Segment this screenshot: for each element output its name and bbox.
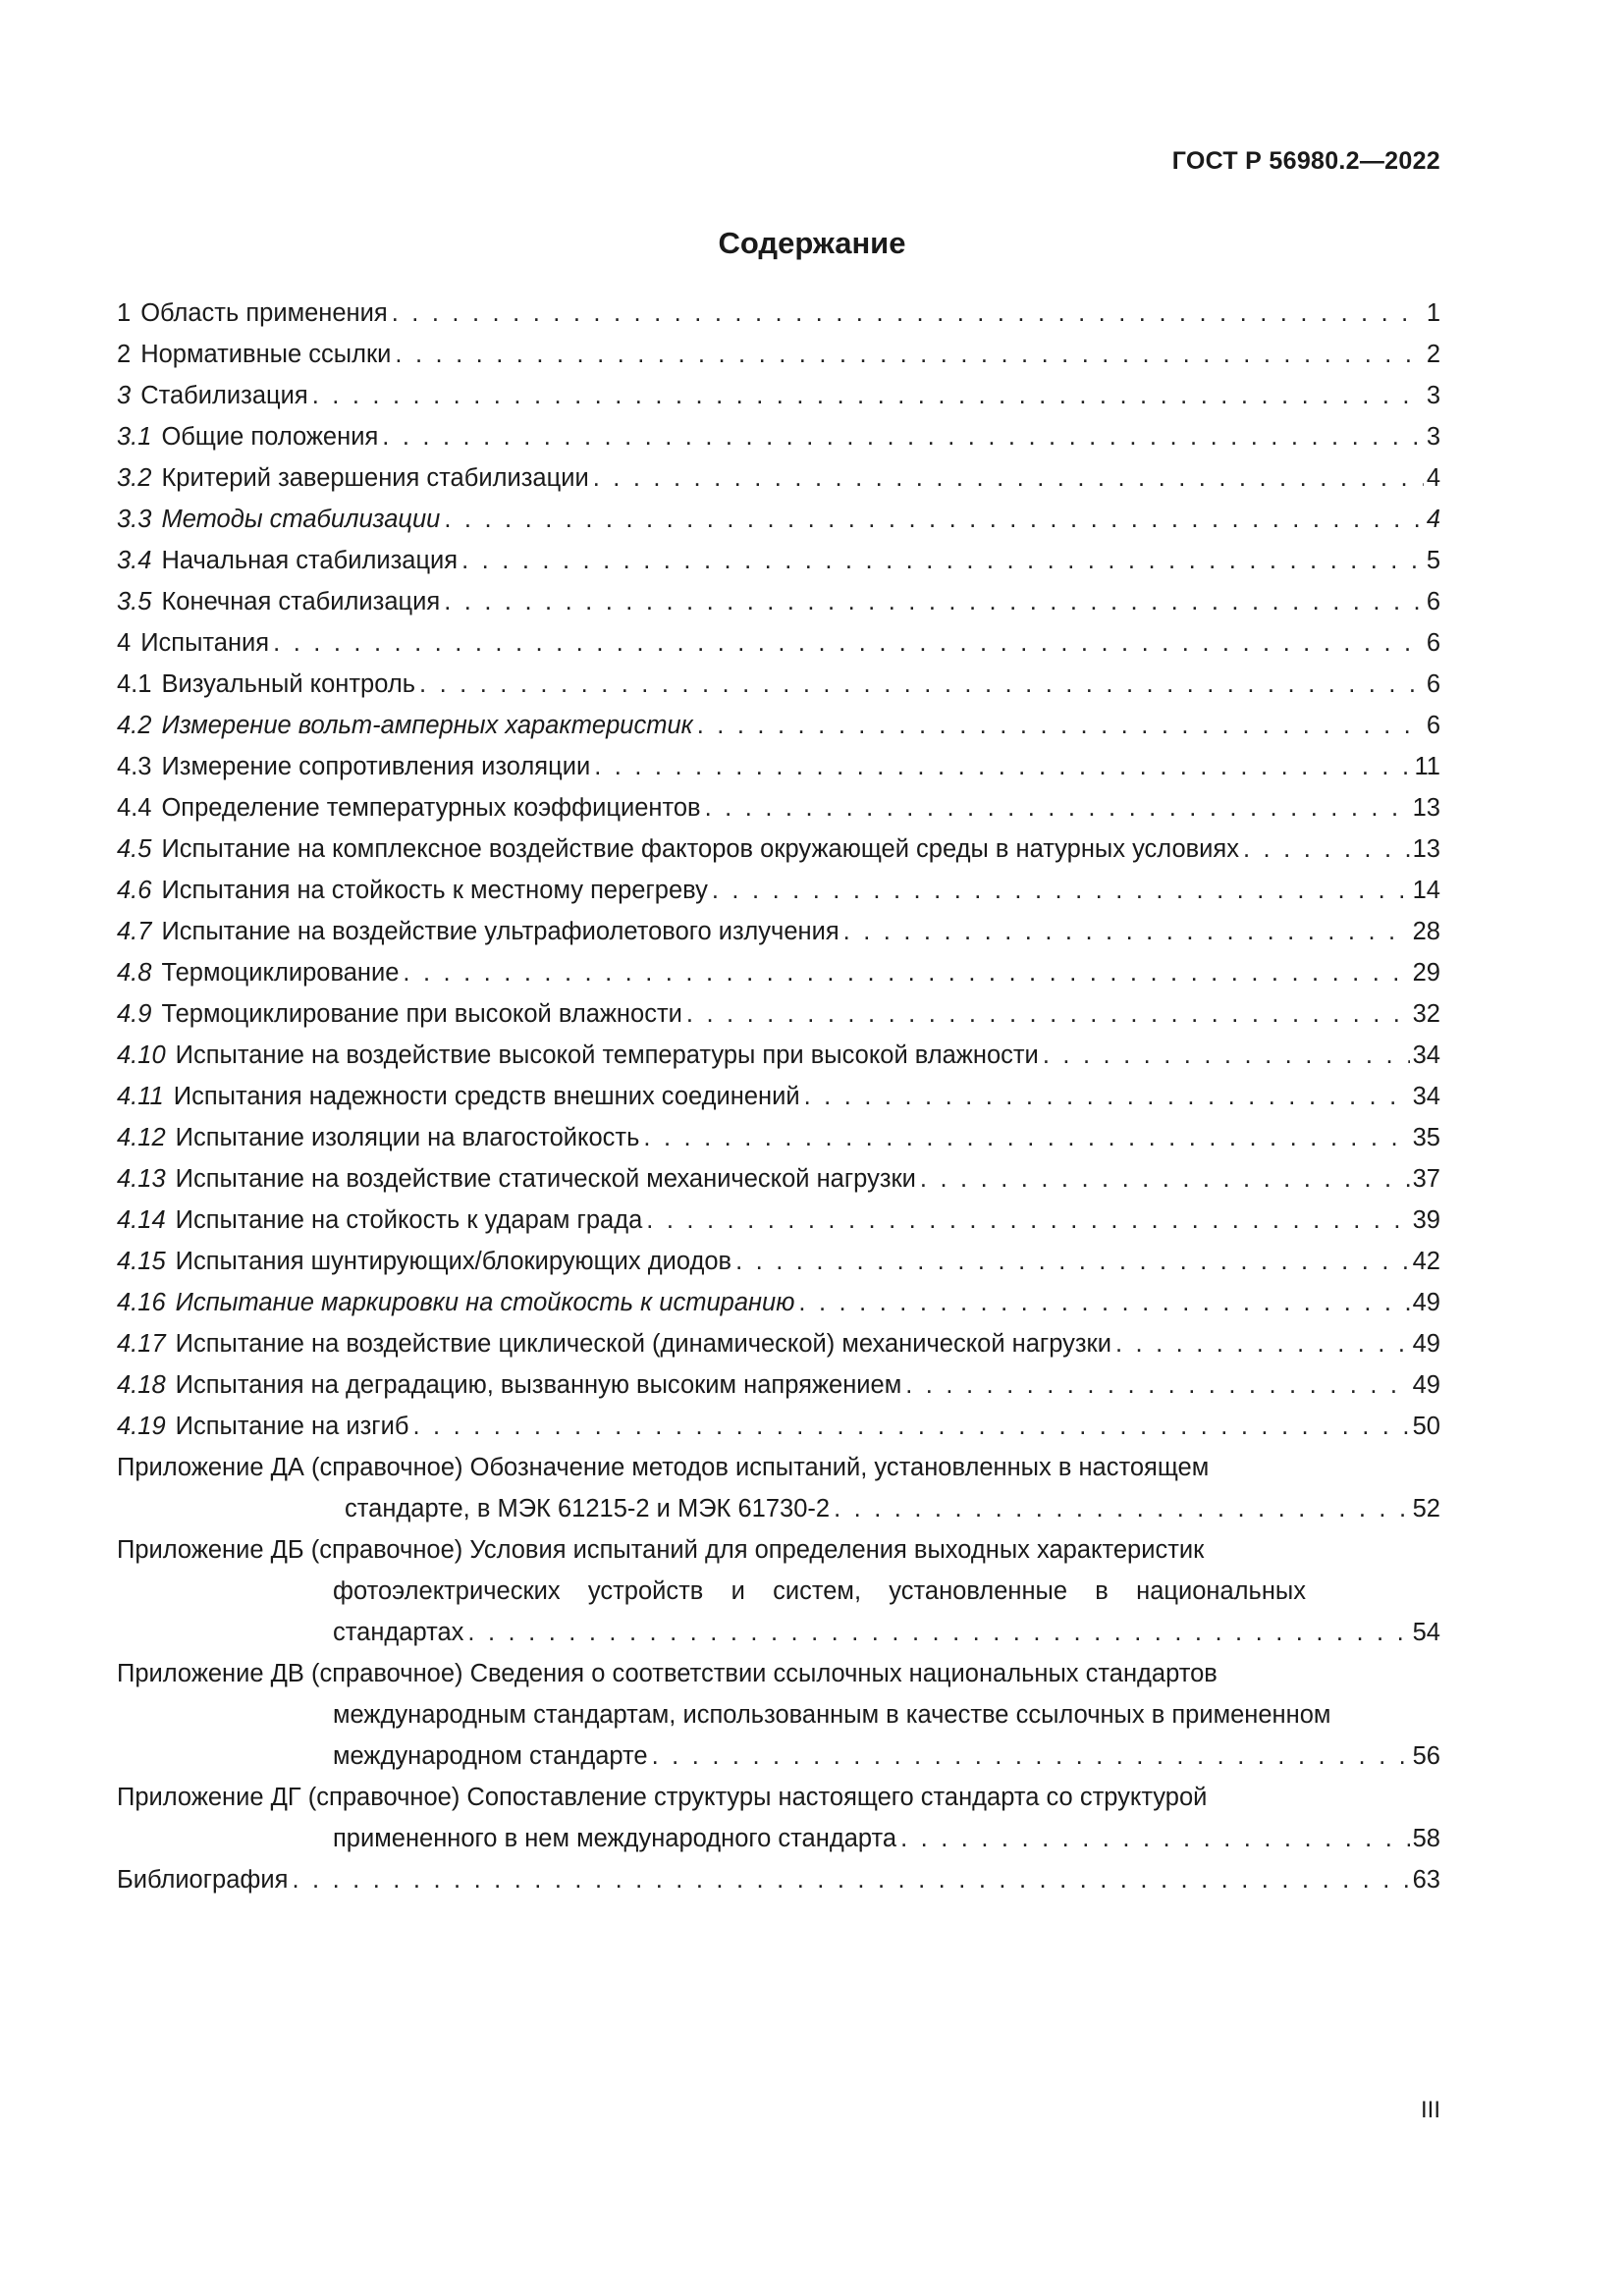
toc-entry-text: Критерий завершения стабилизации [161, 464, 589, 492]
toc-entry-bibliography[interactable] [117, 1859, 1440, 1900]
dot-leader [900, 1818, 1410, 1859]
toc-entry-number: 3 [117, 382, 132, 409]
toc-entry[interactable] [117, 499, 1440, 540]
toc-entry-text: Испытания на деградацию, вызванную высоким напряжением [175, 1371, 902, 1399]
toc-entry-text: Испытание на воздействие ультрафиолетового излучения [161, 918, 839, 945]
toc-annex-entry[interactable] [117, 1529, 1440, 1653]
toc-entry[interactable] [117, 911, 1440, 952]
toc-entry-text: Испытания [140, 629, 270, 657]
toc-entry[interactable] [117, 870, 1440, 911]
toc-entry-page: 3 [1426, 382, 1440, 409]
toc-entry-page: 54 [1412, 1619, 1440, 1646]
toc-entry-page: 50 [1412, 1413, 1440, 1440]
toc-annexes [117, 1447, 1440, 1859]
dot-leader [461, 540, 1424, 581]
toc-entry[interactable] [117, 746, 1440, 787]
toc-entry-text: Испытания шунтирующих/блокирующих диодов [175, 1248, 732, 1275]
toc-entry-number: 3.4 [117, 547, 152, 574]
dot-leader [273, 622, 1424, 664]
toc-entry-number: 1 [117, 299, 132, 327]
toc-entry-text: Испытание на комплексное воздействие факторов окружающей среды в натурных условиях [161, 835, 1239, 863]
toc-entry-text: Библиография [117, 1866, 289, 1894]
toc-entry-page: 39 [1412, 1206, 1440, 1234]
toc-entry[interactable] [117, 581, 1440, 622]
toc-entry-number: 4.11 [117, 1083, 164, 1110]
toc-entry-number: 4.3 [117, 753, 152, 780]
toc-entry-page: 1 [1426, 299, 1440, 327]
toc-entry-page: 6 [1426, 712, 1440, 739]
toc-entry-page: 32 [1412, 1000, 1440, 1028]
toc-entry-page: 4 [1426, 464, 1440, 492]
dot-leader [697, 705, 1424, 746]
toc-entry-page: 4 [1426, 506, 1440, 533]
toc-entry-page: 6 [1426, 629, 1440, 657]
toc-entry-page: 34 [1412, 1041, 1440, 1069]
toc-entry-number: 4.4 [117, 794, 152, 822]
toc-entry[interactable] [117, 828, 1440, 870]
toc-entry-page: 2 [1426, 341, 1440, 368]
toc-entry[interactable] [117, 952, 1440, 993]
dot-leader [905, 1364, 1409, 1406]
toc-entry-number: 4.8 [117, 959, 152, 987]
toc-entry-text: Испытание на воздействие высокой температуры при высокой влажности [175, 1041, 1039, 1069]
toc-sections [117, 293, 1440, 1447]
toc-entry-number: 4.6 [117, 877, 152, 904]
toc-entry-page: 49 [1412, 1330, 1440, 1358]
dot-leader [419, 664, 1424, 705]
annex-title-line: Приложение ДБ (справочное) Условия испытаний для определения выходных характеристик [117, 1536, 1205, 1564]
toc-entry[interactable] [117, 1076, 1440, 1117]
toc-entry-page: 3 [1426, 423, 1440, 451]
toc-entry-page: 56 [1412, 1742, 1440, 1770]
dot-leader [593, 457, 1424, 499]
dot-leader [594, 746, 1411, 787]
toc-entry-text: международном стандарте [333, 1742, 648, 1770]
toc-entry-text: Испытания на стойкость к местному перегреву [161, 877, 708, 904]
toc-entry-text: Термоциклирование [161, 959, 400, 987]
toc-entry-number: 4.1 [117, 670, 152, 698]
dot-leader [403, 952, 1409, 993]
toc-entry-number: 4.10 [117, 1041, 166, 1069]
toc-entry-page: 13 [1412, 835, 1440, 863]
toc-entry-page: 63 [1412, 1866, 1440, 1894]
toc-entry[interactable] [117, 540, 1440, 581]
toc-entry[interactable] [117, 375, 1440, 416]
toc-entry-number: 4.5 [117, 835, 152, 863]
annex-title-line: Приложение ДГ (справочное) Сопоставление структуры настоящего стандарта со структурой [117, 1784, 1208, 1811]
toc-entry[interactable] [117, 664, 1440, 705]
dot-leader [643, 1117, 1409, 1158]
toc-entry[interactable] [117, 293, 1440, 334]
toc-entry-text: Начальная стабилизация [161, 547, 459, 574]
toc-annex-entry[interactable] [117, 1777, 1440, 1859]
toc-entry-page: 34 [1412, 1083, 1440, 1110]
document-number: ГОСТ Р 56980.2—2022 [1171, 147, 1440, 175]
annex-last-line [117, 1735, 1440, 1777]
toc-entry[interactable] [117, 1117, 1440, 1158]
toc-entry-text: Нормативные ссылки [140, 341, 392, 368]
dot-leader [804, 1076, 1410, 1117]
page-title: Содержание [718, 226, 906, 260]
dot-leader [646, 1200, 1409, 1241]
toc-entry[interactable] [117, 1406, 1440, 1447]
toc-entry[interactable] [117, 1200, 1440, 1241]
toc-entry-text: Испытание на воздействие циклической (динамической) механической нагрузки [175, 1330, 1111, 1358]
toc-entry-text: Испытание на изгиб [175, 1413, 409, 1440]
dot-leader [798, 1282, 1409, 1323]
toc-entry-page: 5 [1426, 547, 1440, 574]
toc-entry[interactable] [117, 334, 1440, 375]
annex-title-continuation: фотоэлектрических устройств и систем, установленные в национальных [333, 1577, 1306, 1605]
toc-entry[interactable] [117, 1158, 1440, 1200]
toc-entry-page: 49 [1412, 1371, 1440, 1399]
toc-entry-page: 13 [1412, 794, 1440, 822]
dot-leader [1043, 1035, 1410, 1076]
toc-entry-number: 4.9 [117, 1000, 152, 1028]
dot-leader [1243, 828, 1410, 870]
toc-entry-number: 4.16 [117, 1289, 166, 1316]
dot-leader [292, 1859, 1409, 1900]
dot-leader [712, 870, 1410, 911]
dot-leader [652, 1735, 1410, 1777]
toc-entry-number: 4.13 [117, 1165, 166, 1193]
toc-entry-text: Визуальный контроль [161, 670, 416, 698]
toc-entry[interactable] [117, 1035, 1440, 1076]
toc-entry-page: 52 [1412, 1495, 1440, 1522]
toc-entry-number: 4.19 [117, 1413, 166, 1440]
toc-entry-page: 14 [1412, 877, 1440, 904]
dot-leader [1115, 1323, 1410, 1364]
toc-entry-text: Измерение сопротивления изоляции [161, 753, 591, 780]
dot-leader [920, 1158, 1410, 1200]
dot-leader [834, 1488, 1410, 1529]
toc-entry[interactable] [117, 1364, 1440, 1406]
toc-entry-page: 29 [1412, 959, 1440, 987]
toc-entry-text: Область применения [140, 299, 388, 327]
toc-entry-text: Методы стабилизации [161, 506, 441, 533]
dot-leader [312, 375, 1424, 416]
toc-entry-text: Стабилизация [140, 382, 308, 409]
dot-leader [395, 334, 1423, 375]
toc-entry-page: 42 [1412, 1248, 1440, 1275]
annex-title-line: Приложение ДА (справочное) Обозначение методов испытаний, установленных в настоящем [117, 1454, 1210, 1481]
annex-title-line: Приложение ДВ (справочное) Сведения о соответствии ссылочных национальных стандартов [117, 1660, 1218, 1687]
toc-entry-page: 28 [1412, 918, 1440, 945]
toc-entry[interactable] [117, 1241, 1440, 1282]
annex-last-line [117, 1612, 1440, 1653]
toc-entry-text: Термоциклирование при высокой влажности [161, 1000, 682, 1028]
toc-entry-number: 4.14 [117, 1206, 166, 1234]
toc-annex-entry[interactable] [117, 1653, 1440, 1777]
toc-entry-number: 3.1 [117, 423, 152, 451]
toc-entry-number: 4.7 [117, 918, 152, 945]
toc-entry-page: 6 [1426, 588, 1440, 615]
toc-annex-entry[interactable] [117, 1447, 1440, 1529]
toc-entry-text: Измерение вольт-амперных характеристик [161, 712, 693, 739]
toc-entry[interactable] [117, 705, 1440, 746]
toc-entry-page: 37 [1412, 1165, 1440, 1193]
toc-entry-text: Испытание на воздействие статической механической нагрузки [175, 1165, 916, 1193]
toc-entry[interactable] [117, 1323, 1440, 1364]
dot-leader [686, 993, 1410, 1035]
page-number: III [1420, 2097, 1440, 2123]
toc-entry-text: стандарте, в МЭК 61215-2 и МЭК 61730-2 [345, 1495, 831, 1522]
dot-leader [392, 293, 1424, 334]
annex-title-continuation: международным стандартам, использованным в качестве ссылочных в примененном [333, 1701, 1331, 1729]
dot-leader [467, 1612, 1409, 1653]
toc-entry[interactable] [117, 622, 1440, 664]
toc-entry-number: 2 [117, 341, 132, 368]
toc-entry-number: 4 [117, 629, 132, 657]
annex-last-line [117, 1488, 1440, 1529]
toc-entry-text: Конечная стабилизация [161, 588, 441, 615]
toc-entry-number: 4.2 [117, 712, 152, 739]
toc-entry[interactable] [117, 457, 1440, 499]
dot-leader [843, 911, 1410, 952]
toc-entry[interactable] [117, 787, 1440, 828]
toc-entry-text: Испытание изоляции на влагостойкость [175, 1124, 640, 1151]
toc-entry-page: 49 [1412, 1289, 1440, 1316]
toc-entry-page: 6 [1426, 670, 1440, 698]
toc-entry-number: 4.12 [117, 1124, 166, 1151]
toc-entry[interactable] [117, 993, 1440, 1035]
toc-entry-page: 11 [1414, 753, 1440, 780]
toc-entry-text: Испытания надежности средств внешних соединений [173, 1083, 800, 1110]
toc-entry[interactable] [117, 416, 1440, 457]
dot-leader [705, 787, 1410, 828]
toc-entry-text: Испытание маркировки на стойкость к истиранию [175, 1289, 795, 1316]
toc-entry-number: 3.5 [117, 588, 152, 615]
toc-entry-text: стандартах [333, 1619, 464, 1646]
dot-leader [412, 1406, 1409, 1447]
toc-entry-page: 58 [1412, 1825, 1440, 1852]
toc-entry-number: 4.17 [117, 1330, 166, 1358]
dot-leader [444, 581, 1424, 622]
toc-entry-text: примененного в нем международного стандарта [333, 1825, 897, 1852]
annex-last-line [117, 1818, 1440, 1859]
dot-leader [735, 1241, 1410, 1282]
dot-leader [382, 416, 1424, 457]
toc-entry[interactable] [117, 1282, 1440, 1323]
toc-entry-number: 4.15 [117, 1248, 166, 1275]
toc-entry-text: Испытание на стойкость к ударам града [175, 1206, 643, 1234]
table-of-contents [117, 293, 1440, 1900]
toc-entry-number: 3.3 [117, 506, 152, 533]
toc-entry-number: 3.2 [117, 464, 152, 492]
toc-entry-page: 35 [1412, 1124, 1440, 1151]
toc-entry-number: 4.18 [117, 1371, 166, 1399]
toc-entry-text: Общие положения [161, 423, 379, 451]
dot-leader [444, 499, 1423, 540]
toc-entry-text: Определение температурных коэффициентов [161, 794, 701, 822]
